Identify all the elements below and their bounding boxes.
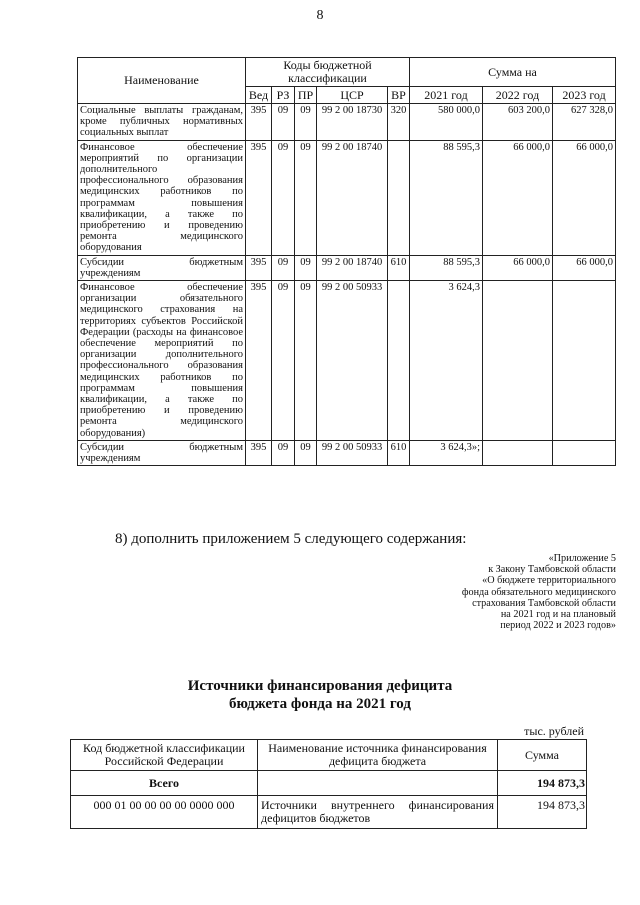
section-title: [0, 677, 640, 713]
header-code: Код бюджетной классификации Российской Федерации: [71, 740, 258, 771]
row-2022: 66 000,0: [483, 255, 553, 280]
row-rz: 09: [272, 255, 295, 280]
sources-table: [70, 739, 587, 829]
row-amount: 194 873,3: [498, 796, 587, 829]
page-number: 8: [316, 8, 324, 23]
row-ved: 395: [246, 255, 272, 280]
row-name: Субсидии бюджетным учреждениям: [78, 440, 246, 465]
table-row: [78, 281, 616, 441]
title-line-2: бюджета фонда на 2021 год: [229, 696, 411, 712]
row-rz: 09: [272, 104, 295, 141]
row-name: Социальные выплаты гражданам, кроме публичных нормативных социальных выплат: [78, 104, 246, 141]
row-2022: 66 000,0: [483, 140, 553, 255]
row-2021: 3 624,3»;: [410, 440, 483, 465]
appendix-line: к Закону Тамбовской области: [488, 564, 616, 576]
table-row: [78, 255, 616, 280]
row-name: Финансовое обеспечение мероприятий по организации дополнительного профессионального образования медицинских работников по программам повышения квалификации, а также по приобретению и проведению ремонта медицинского оборудования: [78, 140, 246, 255]
row-rz: 09: [272, 281, 295, 441]
row-csr: 99 2 00 50933: [317, 281, 388, 441]
table-row: [78, 140, 616, 255]
appendix-line: «О бюджете территориального: [482, 575, 616, 587]
row-name: Финансовое обеспечение организации обязательного медицинского страхования на территориях субъектов Российской Федерации (расходы на финансовое обеспечение мероприятий по организации дополнительного профессионального образования медицинских работников по программам повышения квалификации, а также по приобретению и проведению ремонта медицинского оборудования): [78, 281, 246, 441]
row-csr: 99 2 00 50933: [317, 440, 388, 465]
header-ved: Вед: [246, 87, 272, 104]
row-pr: 09: [295, 440, 317, 465]
title-line-1: Источники финансирования дефицита: [187, 678, 453, 694]
header-vr: ВР: [388, 87, 410, 104]
row-vr: [388, 281, 410, 441]
row-source-name: Источники внутреннего финансирования дефицитов бюджетов: [258, 796, 498, 829]
header-rz: РЗ: [272, 87, 295, 104]
table-row: [71, 796, 587, 829]
appendix-line: на 2021 год и на плановый: [500, 609, 616, 621]
appendix-note: [420, 553, 616, 631]
row-2022: [483, 440, 553, 465]
row-pr: 09: [295, 281, 317, 441]
header-pr: ПР: [295, 87, 317, 104]
row-2022: 603 200,0: [483, 104, 553, 141]
row-2021: 580 000,0: [410, 104, 483, 141]
header-sum-group: Сумма на: [410, 58, 616, 87]
row-vr: 320: [388, 104, 410, 141]
row-vr: 610: [388, 255, 410, 280]
header-codes-group: Коды бюджетной классификации: [246, 58, 410, 87]
appendix-line: страхования Тамбовской области: [472, 597, 616, 609]
unit-label: тыс. рублей: [524, 724, 584, 738]
total-row: [71, 771, 587, 796]
appendix-line: «Приложение 5: [548, 553, 616, 564]
appendix-line: фонда обязательного медицинского: [461, 586, 616, 598]
header-2022: 2022 год: [483, 87, 553, 104]
row-rz: 09: [272, 140, 295, 255]
table-row: [78, 440, 616, 465]
header-2023: 2023 год: [553, 87, 616, 104]
header-2021: 2021 год: [410, 87, 483, 104]
row-pr: 09: [295, 104, 317, 141]
header-source-name: Наименование источника финансирования дефицита бюджета: [258, 740, 498, 771]
row-2023: [553, 440, 616, 465]
row-csr: 99 2 00 18740: [317, 140, 388, 255]
table-row: [78, 104, 616, 141]
row-pr: 09: [295, 255, 317, 280]
row-2022: [483, 281, 553, 441]
row-2023: [553, 281, 616, 441]
row-2021: 3 624,3: [410, 281, 483, 441]
row-name: Субсидии бюджетным учреждениям: [78, 255, 246, 280]
header-amount: Сумма: [498, 740, 587, 771]
row-2023: 66 000,0: [553, 140, 616, 255]
row-ved: 395: [246, 104, 272, 141]
total-empty: [258, 771, 498, 796]
expenditure-table: [77, 57, 616, 466]
total-value: 194 873,3: [498, 771, 587, 796]
header-name: Наименование: [78, 58, 246, 104]
row-pr: 09: [295, 140, 317, 255]
appendix-line: период 2022 и 2023 годов»: [500, 620, 616, 632]
header-csr: ЦСР: [317, 87, 388, 104]
amendment-item: 8) дополнить приложением 5 следующего содержания:: [115, 531, 467, 547]
row-2021: 88 595,3: [410, 140, 483, 255]
row-ved: 395: [246, 281, 272, 441]
row-vr: [388, 140, 410, 255]
row-rz: 09: [272, 440, 295, 465]
row-csr: 99 2 00 18730: [317, 104, 388, 141]
total-label: Всего: [71, 771, 258, 796]
row-2023: 66 000,0: [553, 255, 616, 280]
row-ved: 395: [246, 440, 272, 465]
row-code: 000 01 00 00 00 00 0000 000: [71, 796, 258, 829]
row-2021: 88 595,3: [410, 255, 483, 280]
row-csr: 99 2 00 18740: [317, 255, 388, 280]
row-2023: 627 328,0: [553, 104, 616, 141]
row-ved: 395: [246, 140, 272, 255]
row-vr: 610: [388, 440, 410, 465]
